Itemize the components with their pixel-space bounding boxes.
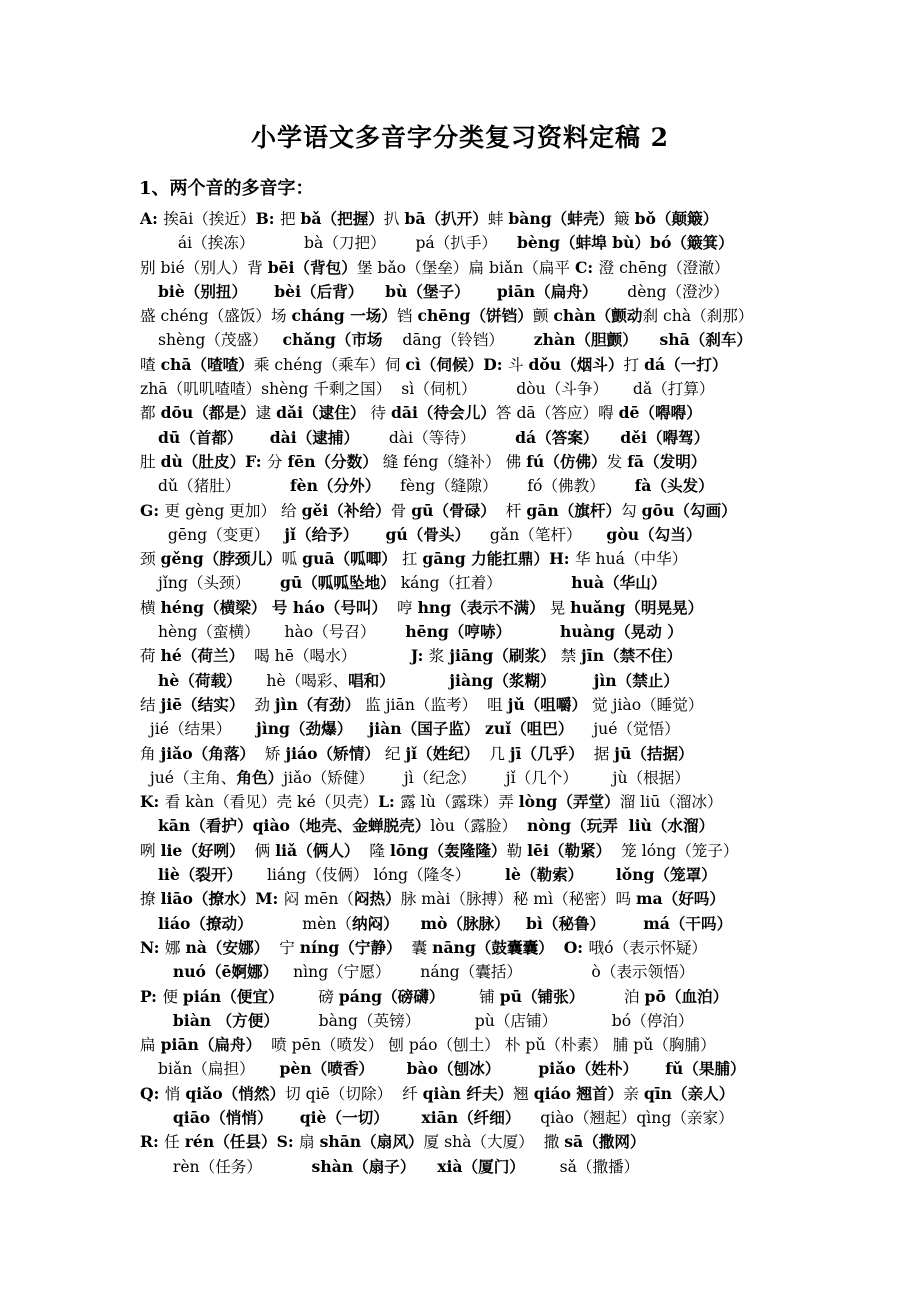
pinyin-bold-segment: cháng 一场）: [291, 306, 397, 326]
text-segment: 都: [140, 404, 161, 423]
text-segment: jué（觉悟）: [573, 720, 680, 739]
pinyin-bold-segment: gěng（脖颈儿）: [160, 549, 282, 569]
text-segment: 囊: [401, 938, 433, 957]
text-segment: 厦 shà（大厦） 撒: [423, 1133, 565, 1152]
text-segment: 哼: [387, 598, 418, 617]
text-segment: [158, 963, 173, 981]
text-segment: [158, 1109, 173, 1127]
text-segment: zhā（叽叽喳喳）shèng 千剩之国） sì（伺机） dòu（斗争） dǎ（打算）: [140, 380, 715, 399]
text-segment: 扛: [396, 550, 423, 569]
pinyin-bold-segment: lòng（弄堂）: [518, 792, 620, 812]
text-segment: 扁: [140, 1036, 161, 1055]
pinyin-bold-segment: jìn（有劲）: [274, 694, 361, 714]
pinyin-bold-segment: lè（勒索） lǒng（笼罩）: [505, 865, 717, 885]
text-segment: dèng（澄沙）: [597, 282, 729, 301]
pinyin-bold-segment: jū（拮据）: [614, 743, 694, 763]
text-segment: 任: [164, 1133, 185, 1152]
text-segment: 据: [583, 744, 615, 763]
pinyin-bold-segment: R:: [140, 1132, 165, 1152]
text-segment: káng（扛着）: [395, 574, 572, 593]
text-segment: 答 dā（答应）嘚: [495, 404, 619, 423]
text-segment: hè（喝彩、: [241, 671, 349, 690]
pinyin-bold-segment: lōng（轰隆隆）: [389, 840, 507, 860]
pinyin-bold-segment: nà（安娜）: [185, 937, 270, 957]
pinyin-bold-segment: dá（一打）: [644, 354, 728, 374]
pinyin-bold-segment: zhàn（胆颤） shā（刹车）: [533, 330, 753, 350]
pinyin-bold-segment: bèng（蚌埠 bù）bó（簸箕）: [516, 233, 734, 253]
text-segment: 肚: [140, 452, 161, 471]
text-segment: 脉 mài（脉搏）秘 mì（秘密）吗: [400, 890, 636, 909]
pinyin-bold-segment: hé（荷兰）: [160, 646, 245, 666]
text-segment: 华 huá（中华）: [575, 550, 688, 569]
pinyin-bold-segment: A:: [140, 209, 164, 228]
text-segment: 翘: [513, 1084, 534, 1103]
text-segment: 泊: [584, 987, 645, 1006]
text-segment: nìng（宁愿） náng（囊括） ò（表示领悟）: [278, 963, 695, 982]
text-segment: gǎn（笔杆）: [470, 525, 607, 544]
entry-line: [0, 644, 920, 668]
text-segment: 分: [266, 452, 288, 471]
text-segment: 骨: [390, 501, 412, 520]
pinyin-bold-segment: fā（发明）: [627, 451, 707, 471]
pinyin-bold-segment: B:: [255, 209, 280, 228]
entry-line: [0, 377, 920, 401]
text-segment: 哦ó（表示怀疑）: [588, 938, 708, 957]
pinyin-bold-segment: liáo（撩动）: [158, 913, 253, 933]
pinyin-bold-segment: cì（伺候）: [405, 354, 484, 374]
entry-line: [0, 304, 920, 328]
pinyin-bold-segment: liāo（撩水）M:: [160, 889, 284, 909]
pinyin-bold-segment: O:: [563, 937, 589, 957]
entry-line: [0, 256, 920, 280]
text-segment: 看 kàn（看见）壳 ké（贝壳）: [164, 793, 379, 812]
entry-line: [0, 912, 920, 936]
entry-line: [0, 742, 920, 766]
pinyin-bold-segment: guā（呱唧）: [302, 549, 397, 569]
text-segment: 喝 hē（喝水）: [244, 647, 411, 666]
text-segment: 澄 chēng（澄澈）: [598, 258, 730, 277]
text-segment: 闷 mēn（: [283, 890, 354, 909]
text-segment: bàng（英镑） pù（店铺） bó（停泊）: [278, 1011, 694, 1030]
pinyin-bold-segment: Q:: [140, 1083, 165, 1103]
document-title: 小学语文多音字分类复习资料定稿 2: [250, 123, 670, 152]
pinyin-bold-segment: jǔ（咀嚼）: [507, 694, 588, 714]
text-segment: 乘 chéng（乘车）伺: [253, 355, 406, 374]
text-segment: dǔ（猪肚）: [158, 477, 290, 496]
pinyin-bold-segment: dū（首都） dài（逮捕）: [158, 427, 360, 447]
text-segment: 几: [479, 744, 510, 763]
text-segment: 监 jiān（监考） 咀: [360, 695, 508, 714]
entry-line: [0, 1057, 920, 1081]
text-segment: 颤: [532, 307, 554, 326]
pinyin-bold-segment: 闷热）: [353, 889, 401, 909]
pinyin-bold-segment: shàn（扇子） xià（厦门）: [311, 1156, 525, 1176]
pinyin-bold-segment: qiǎo（悄然）: [185, 1083, 286, 1103]
entry-line: [0, 790, 920, 814]
entry-line: [0, 669, 920, 693]
text-segment: 俩: [244, 841, 276, 860]
pinyin-bold-segment: bēi（背包）: [267, 257, 357, 277]
entry-line: [0, 207, 920, 231]
text-segment: 堡 bǎo（堡垒）扁 biǎn（扁平: [356, 258, 576, 277]
text-segment: ái（挨冻） bà（刀把） pá（扒手）: [158, 234, 517, 253]
pinyin-bold-segment: kān（看护）qiào（地壳、金蝉脱壳）: [158, 816, 431, 836]
text-segment: 结: [140, 695, 161, 714]
pinyin-bold-segment: qiáo 翘首）: [533, 1083, 624, 1103]
pinyin-bold-segment: shān（扇风）: [319, 1132, 424, 1152]
text-segment: 悄: [164, 1084, 186, 1103]
text-segment: 扇: [299, 1133, 320, 1152]
text-segment: 喷 pēn（喷发） 刨 páo（刨土） 朴 pǔ（朴素） 脯 pǔ（胸脯）: [261, 1036, 716, 1055]
pinyin-bold-segment: fēn（分数）: [287, 451, 378, 471]
text-segment: sǎ（撒播）: [524, 1157, 640, 1176]
text-segment: 切 qiē（切除） 纤: [285, 1084, 423, 1103]
pinyin-bold-segment: jiáo（矫情）: [285, 743, 380, 763]
text-segment: 扒: [383, 210, 405, 228]
entry-line: [0, 985, 920, 1009]
pinyin-bold-segment: nuó（ē婀娜）: [172, 962, 279, 982]
text-segment: 勒: [506, 841, 528, 860]
pinyin-bold-segment: nāng（鼓囊囊）: [432, 937, 554, 957]
text-segment: [554, 939, 564, 957]
pinyin-bold-segment: jiàng（浆糊） jìn（禁止）: [449, 670, 679, 690]
pinyin-bold-segment: 纳闷） mò（脉脉） bì（秘鲁） má（干吗）: [351, 913, 733, 933]
text-segment: 打: [623, 355, 645, 374]
pinyin-bold-segment: biè（别扭） bèi（后背） bù（堡子） piān（扁舟）: [158, 281, 598, 301]
text-segment: 宁: [269, 938, 300, 957]
pinyin-bold-segment: fèn（分外）: [289, 476, 381, 496]
text-segment: 便: [162, 987, 183, 1006]
text-segment: hèng（蛮横） hào（号召）: [158, 623, 406, 642]
pinyin-bold-segment: gān（旗杆）: [526, 500, 622, 520]
text-segment: 露 lù（露珠）弄: [400, 793, 519, 812]
pinyin-bold-segment: lie（好咧）: [160, 840, 245, 860]
text-segment: 杆: [495, 501, 527, 520]
text-segment: 盛 chéng（盛饭）场: [140, 307, 292, 326]
pinyin-bold-segment: chàn（颤动: [553, 306, 643, 326]
pinyin-bold-segment: gòu（勾当）: [606, 524, 702, 544]
text-segment: 磅: [283, 987, 339, 1006]
text-segment: 亲: [623, 1084, 644, 1103]
text-segment: 喳: [140, 355, 161, 374]
pinyin-bold-segment: dōu（都是）: [160, 403, 256, 423]
text-segment: 角: [140, 744, 161, 763]
pinyin-bold-segment: lēi（勒紧）: [527, 840, 612, 860]
text-segment: jǐng（头颈）: [158, 574, 280, 593]
text-segment: 隆: [359, 841, 390, 860]
entry-line: [0, 766, 920, 790]
text-segment: 待: [365, 404, 391, 423]
text-segment: shèng（茂盛）: [158, 331, 283, 350]
entry-line: [0, 1033, 920, 1057]
text-segment: 禁: [555, 647, 582, 666]
entry-line: [0, 839, 920, 863]
pinyin-bold-segment: qīn（亲人）: [643, 1083, 735, 1103]
pinyin-bold-segment: gū（呱呱坠地）: [279, 573, 396, 593]
pinyin-bold-segment: pián（便宜）: [182, 986, 284, 1006]
text-segment: [158, 1012, 173, 1030]
pinyin-bold-segment: liè（裂开）: [158, 865, 243, 885]
entry-line: [0, 620, 920, 644]
pinyin-bold-segment: pū（铺张）: [499, 986, 585, 1006]
pinyin-bold-segment: pō（血泊）: [644, 986, 729, 1006]
pinyin-bold-segment: gōu（勾画）: [641, 500, 737, 520]
pinyin-bold-segment: bǒ（颠簸）: [634, 209, 719, 228]
pinyin-bold-segment: gāng 力能扛鼎）H:: [422, 549, 575, 569]
pinyin-bold-segment: gū（骨碌）: [411, 500, 496, 520]
pinyin-bold-segment: hēng（哼哧） huàng（晃动 ）: [405, 622, 683, 642]
pinyin-bold-segment: rén（任县）S:: [184, 1132, 300, 1152]
pinyin-bold-segment: jǐ（给予） gú（骨头）: [284, 524, 471, 544]
pinyin-bold-segment: jǐ（姓纪）: [405, 743, 480, 763]
text-segment: 撩: [140, 890, 161, 909]
entry-line: [0, 1082, 920, 1106]
entry-line: [0, 426, 920, 450]
text-segment: lòu（露脸）: [430, 817, 528, 836]
text-segment: 娜: [164, 938, 186, 957]
pinyin-bold-segment: jìng（劲爆） jiàn（国子监） zuǐ（咀巴）: [256, 719, 574, 739]
entry-line: [0, 571, 920, 595]
text-segment: 矫: [255, 744, 286, 763]
pinyin-bold-segment: dāi（待会儿）: [390, 403, 496, 423]
text-segment: 挨āi（挨近）: [163, 210, 256, 228]
pinyin-bold-segment: chā（喳喳）: [160, 354, 254, 374]
pinyin-bold-segment: níng（宁静）: [299, 937, 402, 957]
text-segment: 溜 liū（溜冰）: [619, 793, 723, 812]
text-segment: 铛: [396, 307, 418, 326]
pinyin-bold-segment: biàn （方便）: [172, 1010, 279, 1030]
pinyin-bold-segment: gěi（补给）: [301, 500, 391, 520]
pinyin-bold-segment: G:: [140, 500, 165, 520]
text-segment: jié（结果）: [140, 720, 257, 739]
text-segment: dài（等待）: [359, 428, 516, 447]
entry-line: [0, 1130, 920, 1154]
pinyin-bold-segment: chǎng（市场: [282, 330, 383, 350]
text-segment: 发: [606, 452, 628, 471]
entry-line: [0, 596, 920, 620]
pinyin-bold-segment: L:: [378, 792, 401, 812]
entry-line: [0, 280, 920, 304]
text-segment: 荷: [140, 647, 161, 666]
pinyin-bold-segment: qiàn 纤夫）: [422, 1083, 514, 1103]
text-segment: 晃: [544, 598, 571, 617]
pinyin-bold-segment: fú（仿佛）: [526, 451, 607, 471]
text-segment: 刹 chà（刹那）: [642, 307, 754, 326]
pinyin-bold-segment: K:: [140, 792, 165, 812]
entry-line: [0, 1009, 920, 1033]
pinyin-bold-segment: jiē（结实）: [160, 694, 245, 714]
text-segment: 颈: [140, 550, 161, 569]
entry-line: [0, 231, 920, 255]
pinyin-bold-segment: liǎ（俩人）: [275, 840, 360, 860]
text-segment: 浆: [428, 647, 450, 666]
text-segment: 纪: [379, 744, 406, 763]
text-segment: 更 gèng 更加） 给: [164, 501, 302, 520]
pinyin-bold-segment: fà（头发）: [634, 476, 714, 496]
entry-line: [0, 1155, 920, 1179]
pinyin-bold-segment: 唱和）: [348, 670, 395, 690]
entry-line: [0, 547, 920, 571]
pinyin-bold-segment: héng（横梁） 号 háo（号叫）: [160, 597, 388, 617]
text-segment: 簸: [614, 210, 635, 228]
text-segment: rèn（任务）: [158, 1157, 312, 1176]
pinyin-bold-segment: dē（嘚嘚）: [618, 403, 702, 423]
entry-line: [0, 499, 920, 523]
text-segment: mèn（: [252, 914, 352, 933]
entry-line: [0, 936, 920, 960]
text-segment: liáng（伎俩） lóng（隆冬）: [242, 866, 506, 885]
pinyin-bold-segment: 角色）: [236, 767, 284, 787]
text-segment: 觉 jiào（睡觉）: [587, 695, 704, 714]
text-segment: 斗: [507, 355, 529, 374]
pinyin-bold-segment: dǒu（烟斗）: [528, 354, 624, 374]
text-segment: 把: [279, 210, 301, 228]
entry-lines: [0, 207, 920, 1179]
entry-line: [0, 960, 920, 984]
entry-line: [0, 863, 920, 887]
text-segment: 别 bié（别人）背: [140, 258, 268, 277]
text-segment: fèng（缝隙） fó（佛教）: [380, 477, 635, 496]
pinyin-bold-segment: ma（好吗）: [636, 889, 725, 909]
pinyin-bold-segment: bǎ（把握）: [300, 209, 384, 228]
text-segment: 呱: [281, 550, 303, 569]
section-heading: 1、两个音的多音字：: [139, 178, 314, 199]
pinyin-bold-segment: sā（撒网）: [564, 1132, 646, 1152]
entry-line: [0, 474, 920, 498]
entry-line: [0, 328, 920, 352]
pinyin-bold-segment: jiāng（刷浆）: [449, 646, 556, 666]
text-segment: 咧: [140, 841, 161, 860]
entry-line: [0, 887, 920, 911]
entry-line: [0, 353, 920, 377]
text-segment: 蚌: [487, 210, 509, 228]
pinyin-bold-segment: C:: [575, 257, 599, 277]
text-segment: dāng（铃铛）: [382, 331, 534, 350]
pinyin-bold-segment: D:: [483, 354, 508, 374]
pinyin-bold-segment: J:: [410, 646, 429, 666]
pinyin-bold-segment: nòng（玩弄 liù（水溜）: [527, 816, 715, 836]
pinyin-bold-segment: dǎi（逮住）: [276, 403, 366, 423]
pinyin-bold-segment: N:: [140, 937, 165, 957]
pinyin-bold-segment: jī（几乎）: [509, 743, 584, 763]
pinyin-bold-segment: dù（肚皮）F:: [160, 451, 267, 471]
text-segment: 勾: [621, 501, 642, 520]
pinyin-bold-segment: huǎng（明晃晃）: [570, 597, 704, 617]
entry-line: [0, 693, 920, 717]
text-segment: 横: [140, 598, 161, 617]
entry-line: [0, 523, 920, 547]
text-segment: 铺: [444, 987, 500, 1006]
text-segment: jiǎo（矫健） jì（纪念） jǐ（几个） jù（根据）: [283, 768, 690, 787]
text-segment: [395, 672, 450, 690]
text-segment: biǎn（扁担）: [158, 1060, 280, 1079]
pinyin-bold-segment: P:: [140, 986, 163, 1006]
pinyin-bold-segment: bā（扒开）: [404, 209, 488, 228]
pinyin-bold-segment: jīn（禁不住）: [581, 646, 683, 666]
pinyin-bold-segment: jiǎo（角落）: [160, 743, 256, 763]
pinyin-bold-segment: qiāo（悄悄） qiè（一切） xiān（纤细）: [172, 1107, 521, 1127]
pinyin-bold-segment: chēng（饼铛）: [417, 306, 533, 326]
entry-line: [0, 450, 920, 474]
pinyin-bold-segment: huà（华山）: [571, 573, 667, 593]
pinyin-bold-segment: piān（扁舟）: [160, 1035, 262, 1055]
pinyin-bold-segment: hè（荷载）: [158, 670, 242, 690]
pinyin-bold-segment: dá（答案） děi（嘚驾）: [515, 427, 710, 447]
text-segment: 逮: [255, 404, 277, 423]
entry-line: [0, 717, 920, 741]
pinyin-bold-segment: páng（磅礴）: [338, 986, 445, 1006]
entry-line: [0, 1106, 920, 1130]
text-segment: 缝 féng（缝补） 佛: [377, 452, 527, 471]
pinyin-bold-segment: pèn（喷香） bào（刨冰） piǎo（姓朴） fǔ（果脯）: [279, 1059, 746, 1079]
pinyin-bold-segment: bàng（蚌壳）: [508, 209, 615, 228]
text-segment: gēng（变更）: [158, 525, 285, 544]
text-segment: 劲: [244, 695, 275, 714]
pinyin-bold-segment: hng（表示不满）: [417, 597, 545, 617]
text-segment: qiào（翘起）qìng（亲家）: [520, 1108, 734, 1127]
entry-line: [0, 814, 920, 838]
entry-line: [0, 401, 920, 425]
text-segment: jué（主角、: [140, 768, 237, 787]
text-segment: 笼 lóng（笼子）: [611, 841, 739, 860]
